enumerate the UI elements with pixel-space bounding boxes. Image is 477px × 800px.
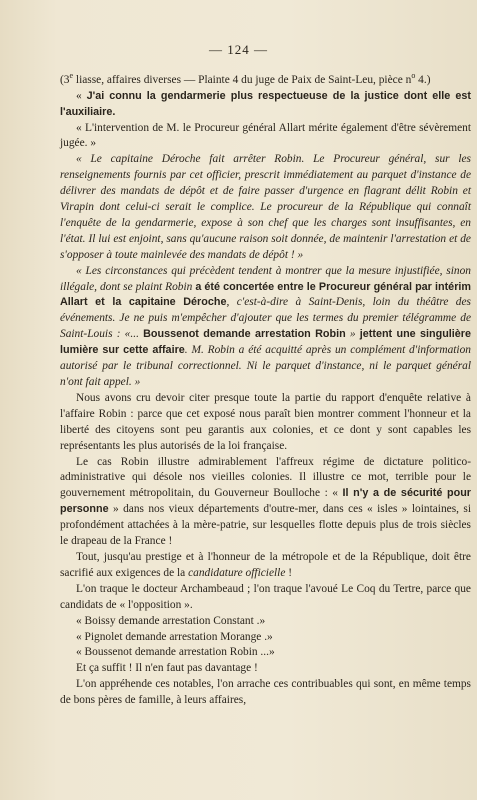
italic-text: . M. Robin a été acquitté après un complément d'information autorisé par le tribunal correctionnel. Ni le parquet d'instance, ni le parquet général n'ont fait appel. » <box>60 344 471 389</box>
text-run: Nous avons cru devoir citer presque toute la partie du rapport d'enquête relative à l'affaire Robin : parce que cet exposé nous paraît bien montrer comment l'honneur et la liberté des citoyens sont peu garantis aux colonies, et ce dont y sont capables les représentants les plus autorisés de la loi française. <box>60 391 471 452</box>
paragraph <box>60 630 471 646</box>
paragraph <box>60 550 471 582</box>
page-number: — 124 — <box>209 42 268 57</box>
italic-text: « Les circonstances qui précèdent tendent à montrer que la mesure injustifiée, sinon illégale, dont se plaint Robin <box>60 264 471 293</box>
paragraph <box>60 661 471 677</box>
paragraph <box>60 677 471 709</box>
bold-text: jettent une singulière lumière sur cette affaire <box>60 328 472 357</box>
paragraph <box>60 391 471 455</box>
text-run: L'on traque le docteur Archambeaud ; l'on traque l'avoué Le Coq du Tertre, parce que candidats de « l'opposition ». <box>60 582 471 611</box>
paragraph <box>60 455 471 550</box>
text-run: ! <box>285 566 293 579</box>
text-run: Le cas Robin illustre admirablement l'affreux régime de dictature politico-administrative qui désole nos vieilles colonies. Il illustre ce mot, terrible pour le gouvernement métropolitain, du Gouverneur Boulloche : « <box>60 455 471 500</box>
bold-text: a été concertée entre le Procureur général par intérim Allart et la capitaine Déroche <box>60 280 471 309</box>
paragraph <box>60 89 471 121</box>
paragraph <box>60 614 471 630</box>
bold-text: Il n'y a de sécurité pour personne <box>60 487 472 516</box>
paragraph <box>60 645 471 661</box>
superscript: e <box>69 71 74 80</box>
italic-text: candidature officielle <box>188 566 286 579</box>
text-run: Tout, jusqu'au prestige et à l'honneur de la métropole et de la République, doit être sacrifié aux exigences de la <box>60 550 471 579</box>
text-run: « L'intervention de M. le Procureur général Allart mérite également d'être sévèrement jugée. » <box>60 121 471 150</box>
paragraph <box>60 264 471 391</box>
paragraph <box>60 68 471 89</box>
italic-text: » <box>345 328 360 341</box>
body-text <box>60 68 471 709</box>
text-run: (3 <box>60 73 70 86</box>
text-run: « Pignolet demande arrestation Morange .» <box>76 630 273 643</box>
bold-text: J'ai connu la gendarmerie plus respectueuse de la justice dont elle est l'auxiliaire. <box>60 89 471 118</box>
text-run: L'on appréhende ces notables, l'on arrache ces contribuables qui sont, en même temps de bons pères de famille, à leurs affaires, <box>60 678 471 707</box>
text-run: 4.) <box>415 73 431 86</box>
text-run: « Boissy demande arrestation Constant .» <box>76 614 266 627</box>
italic-text: « Le capitaine Déroche fait arrêter Robin. Le Procureur général, sur les renseignements fournis par cet officier, prescrit immédiatement au parquet d'instance de délivrer des mandats de dépôt et de faire passer d'urgence en flagrant délit Robin et Virapin dont celui-ci serait le complice. Le procureur de la République qui connaît l'enquête de la gendarmerie, expose à son chef que les charges sont insuffisantes, en l'état. Il lui est enjoint, sans qu'aucune raison soit donnée, de maintenir l'arrestation et de s'opposer à toute mainlevée des mandats de dépôt ! » <box>60 153 471 261</box>
text-run: Et ça suffit ! Il n'en faut pas davantage ! <box>76 662 258 675</box>
superscript: o <box>411 71 416 80</box>
italic-text: , c'est-à-dire à Saint-Denis, loin du théâtre des événements. Je ne puis m'empêcher d'ajouter que les termes du premier télégramme de Saint-Louis : «... <box>60 296 471 341</box>
text-run: « Boussenot demande arrestation Robin ...» <box>76 646 275 659</box>
text-run: « <box>76 89 87 102</box>
paragraph <box>60 121 471 153</box>
paragraph <box>60 152 471 263</box>
paragraph <box>60 582 471 614</box>
text-run: liasse, affaires diverses — Plainte 4 du juge de Paix de Saint-Leu, pièce n <box>73 73 412 86</box>
text-run: » dans nos vieux départements d'outre-mer, dans ces « isles » lointaines, si profondément attachées à la mère-patrie, sur lesquelles flotte depuis plus de trois siècles le drapeau de la France ! <box>60 503 471 548</box>
bold-text: Boussenot demande arrestation Robin <box>143 328 346 341</box>
